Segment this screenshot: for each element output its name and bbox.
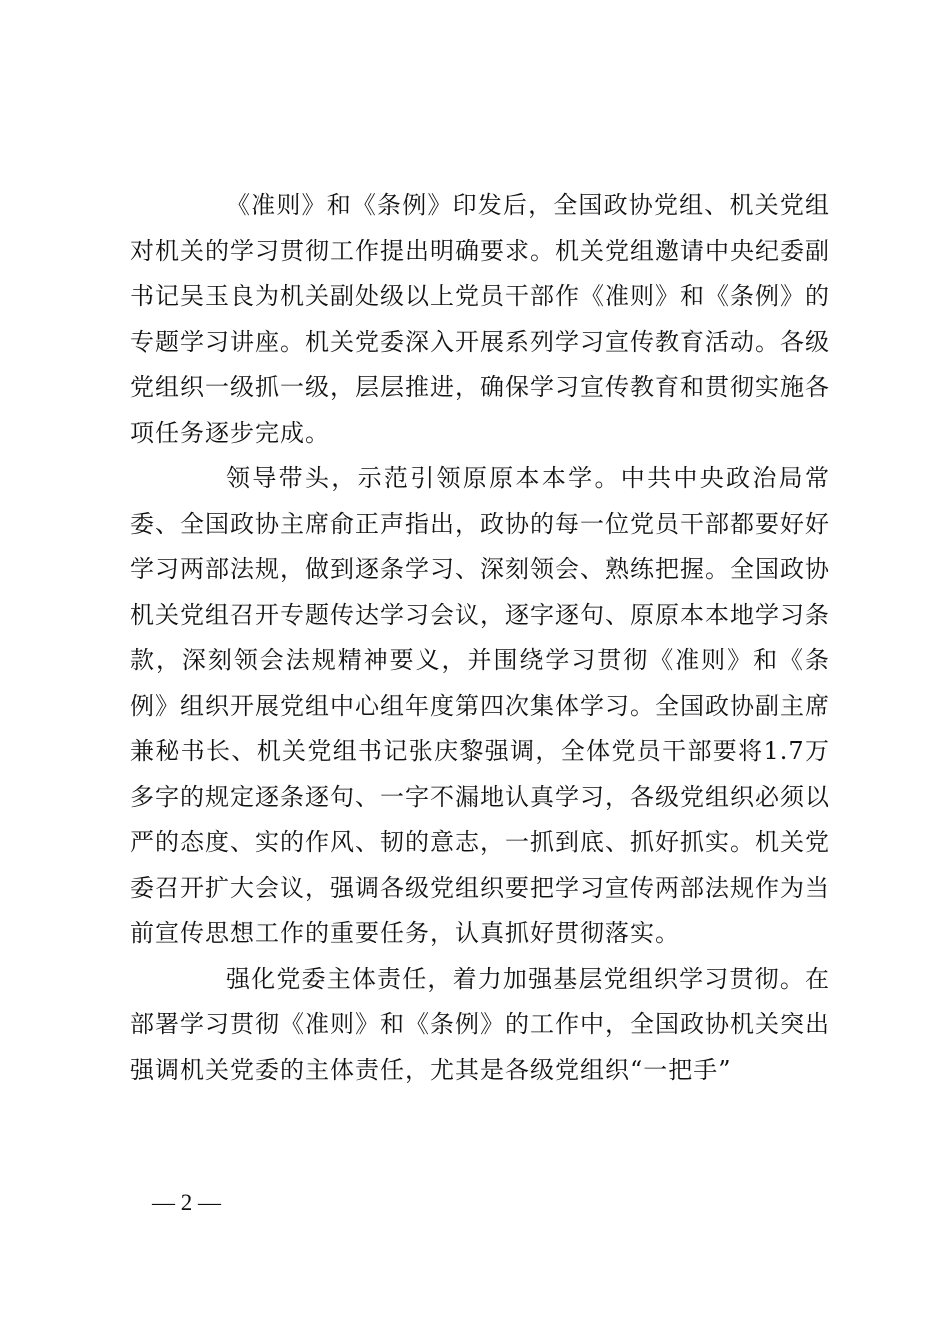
paragraph-responsibility: 强化党委主体责任，着力加强基层党组织学习贯彻。在部署学习贯彻《准则》和《条例》的工作中，全国政协机关突出强调机关党委的主体责任，尤其是各级党组织“一把手” [130,964,830,1084]
paragraph-implementation: 《准则》和《条例》印发后，全国政协党组、机关党组对机关的学习贯彻工作提出明确要求。机关党组邀请中央纪委副书记吴玉良为机关副处级以上党员干部作《准则》和《条例》的专题学习讲座。机关党委深入开展系列学习宣传教育活动。各级党组织一级抓一级，层层推进，确保学习宣传教育和贯彻实施各项任务逐步完成。 [130,191,830,447]
document-body [130,183,830,1093]
page-number: — 2 — [152,1190,221,1215]
paragraph-leadership: 领导带头，示范引领原原本本学。中共中央政治局常委、全国政协主席俞正声指出，政协的每一位党员干部都要好好学习两部法规，做到逐条学习、深刻领会、熟练把握。全国政协机关党组召开专题传达学习会议，逐字逐句、原原本本地学习条款，深刻领会法规精神要义，并围绕学习贯彻《准则》和《条例》组织开展党组中心组年度第四次集体学习。全国政协副主席兼秘书长、机关党组书记张庆黎强调，全体党员干部要将1.7万多字的规定逐条逐句、一字不漏地认真学习，各级党组织必须以严的态度、实的作风、韧的意志，一抓到底、抓好抓实。机关党委召开扩大会议，强调各级党组织要把学习宣传两部法规作为当前宣传思想工作的重要任务，认真抓好贯彻落实。 [130,464,830,947]
